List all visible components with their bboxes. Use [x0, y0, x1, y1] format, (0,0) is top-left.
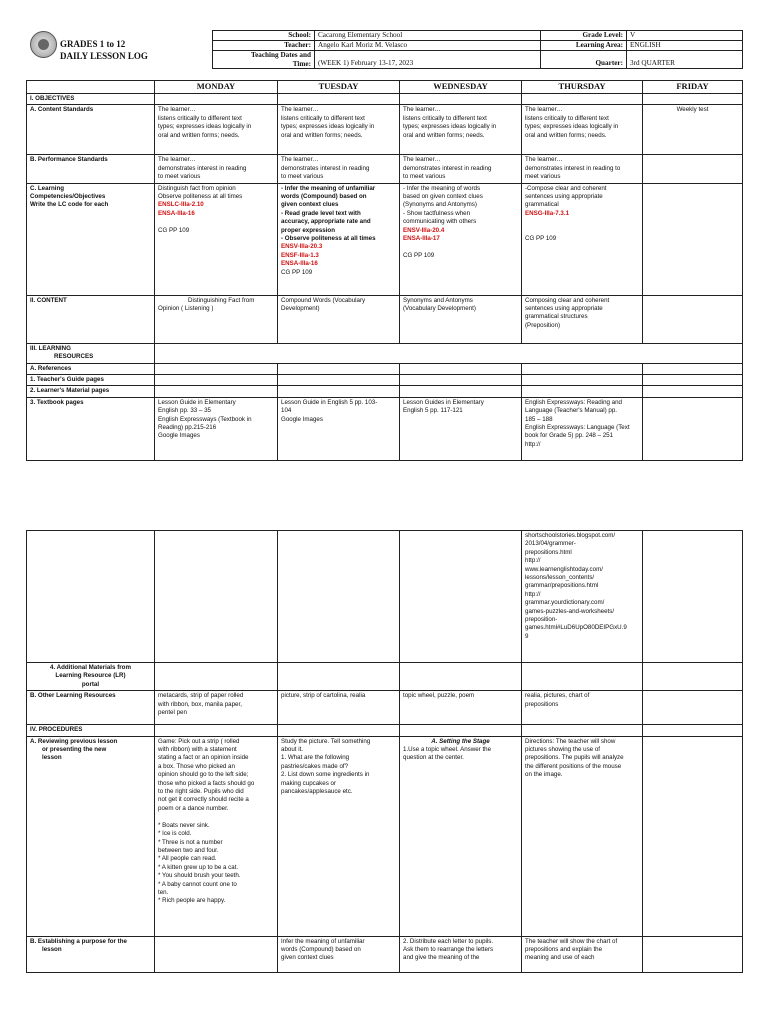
reviewing-monday: Game: Pick out a strip ( rolled with ribbon) with a statement stating a fact or an opinion inside a box. Those who picked an opinion should go to the left side; those who picked a facts should go to the right side. Pupils who did not get it correctly should recite a poem or a dance number. * Boats never sink. * Ice is cold. * Three is not a number between two and four. * All people can read. * A kitten grew up to be a cat. * You should brush your teeth. * A baby cannot count one to ten. * Rich people are happy. — [155, 736, 278, 936]
lesson-log-table — [26, 80, 743, 461]
other-resources-wednesday: topic wheel, puzzle, poem — [400, 691, 522, 725]
teachers-guide-label: 1. Teacher's Guide pages — [27, 375, 155, 386]
content-standards-label: A. Content Standards — [27, 105, 155, 155]
other-resources-monday: metacards, strip of paper rolled with ribbon, box, manila paper, pentel pen — [155, 691, 278, 725]
references-label: A. References — [27, 363, 155, 374]
objectives-heading: I. OBJECTIVES — [27, 94, 155, 105]
link-line: grammar/prepositions.html — [525, 582, 599, 590]
textbook-monday: Lesson Guide in Elementary English pp. 33 – 35 English Expressways (Textbook in Reading) pp.215-216 Google Images — [155, 397, 278, 460]
lc-code: ENSA-IIIa-17 — [403, 235, 440, 243]
learning-resources-label: III. LEARNING RESOURCES — [27, 343, 155, 363]
establishing-purpose-label: B. Establishing a purpose for the lesson — [27, 936, 155, 972]
textbook-tuesday: Lesson Guide in English 5 pp. 103- 104 Google Images — [278, 397, 400, 460]
competencies-label: C. Learning Competencies/Objectives Write the LC code for each — [27, 183, 155, 295]
lesson-log-table-continued — [26, 530, 743, 973]
competencies-tuesday: - Infer the meaning of unfamiliar words (Compound) based on given context clues - Read grade level text with accuracy, appropriate rate and proper expression - Observe politeness at all times ENSV-IIIa-20.3 ENSF-IIIa-1.3 ENSA-IIIa-16 CG PP 109 — [278, 183, 400, 295]
reviewing-lesson-label: A. Reviewing previous lesson or presenting the new lesson — [27, 736, 155, 936]
teacher-value: Angelo Karl Moriz M. Velasco — [315, 41, 541, 51]
content-standards-thursday: The learner… listens critically to different text types; expresses ideas logically in oral and written forms; needs. — [522, 105, 643, 155]
link-line: lessons/lesson_contents/ — [525, 574, 595, 582]
lc-code: ENSF-IIIa-1.3 — [281, 251, 319, 259]
link-line: grammar.yourdictionary.com/ — [525, 599, 605, 607]
other-resources-thursday: realia, pictures, chart of prepositions — [522, 691, 643, 725]
grade-level-value: V — [627, 31, 743, 41]
content-wednesday: Synonyms and Antonyms (Vocabulary Development) — [400, 295, 522, 343]
lc-code: ENSA-IIIa-16 — [158, 209, 195, 217]
learning-area-label: Learning Area: — [541, 41, 627, 51]
performance-standards-thursday: The learner… demonstrates interest in reading to meet various — [522, 155, 643, 183]
lc-code: ENSA-IIIa-16 — [281, 260, 318, 268]
reviewing-thursday: Directions: The teacher will show pictures showing the use of prepositions. The pupils will analyze the different positions of the mouse on the image. — [522, 736, 643, 936]
link-line: preposition- — [525, 616, 558, 624]
seal-center — [38, 39, 49, 50]
other-resources-label: B. Other Learning Resources — [27, 691, 155, 725]
setting-the-stage-heading: A. Setting the Stage — [431, 737, 490, 745]
establishing-thursday: The teacher will show the chart of prepositions and explain the meaning and use of each — [522, 936, 643, 972]
textbook-label: 3. Textbook pages — [27, 397, 155, 460]
other-resources-tuesday: picture, strip of cartolina, realia — [278, 691, 400, 725]
lc-code: ENSV-IIIa-20.3 — [281, 243, 323, 251]
content-standards-monday: The learner… listens critically to different text types; expresses ideas logically in oral and written forms; needs. — [155, 105, 278, 155]
lc-code: ENSV-IIIa-20.4 — [403, 226, 445, 234]
thursday-reference-links — [522, 531, 643, 663]
competencies-thursday: -Compose clear and coherent sentences using appropriate grammatical ENSG-IIIa-7.3.1 CG PP 109 — [522, 183, 643, 295]
day-header-wednesday: WEDNESDAY — [400, 81, 522, 94]
school-label: School: — [213, 31, 315, 41]
link-line: http:// — [525, 557, 541, 565]
competencies-wednesday: - Infer the meaning of words based on given context clues (Synonyms and Antonyms) - Show tactfulness when communicating with others ENSV-IIIa-20.4 ENSA-IIIa-17 CG PP 109 — [400, 183, 522, 295]
learners-material-label: 2. Learner's Material pages — [27, 386, 155, 397]
establishing-wednesday: 2. Distribute each letter to pupils. Ask them to rearrange the letters and give the meaning of the — [400, 936, 522, 972]
quarter-label: Quarter: — [541, 51, 627, 69]
establishing-tuesday: Infer the meaning of unfamiliar words (Compound) based on given context clues — [278, 936, 400, 972]
day-header-friday: FRIDAY — [643, 81, 743, 94]
content-tuesday: Compound Words (Vocabulary Development) — [278, 295, 400, 343]
competencies-monday: Distinguish fact from opinion Observe politeness at all times ENSLC-IIIa-2.10 ENSA-IIIa-16 CG PP 109 — [155, 183, 278, 295]
day-header-thursday: THURSDAY — [522, 81, 643, 94]
performance-standards-label: B. Performance Standards — [27, 155, 155, 183]
teacher-label: Teacher: — [213, 41, 315, 51]
reviewing-tuesday: Study the picture. Tell something about it. 1. What are the following pastries/cakes made of? 2. List down some ingredients in making cupcakes or pancakes/applesauce etc. — [278, 736, 400, 936]
teaching-dates-value: (WEEK 1) February 13-17, 2023 — [315, 51, 541, 69]
link-line: 2013/04/grammer- — [525, 540, 576, 548]
header-info-table — [212, 30, 743, 69]
link-line: 9 — [525, 632, 529, 640]
textbook-wednesday: Lesson Guides in Elementary English 5 pp. 117-121 — [400, 397, 522, 460]
content-standards-wednesday: The learner… listens critically to different text types; expresses ideas logically in oral and written forms; needs. — [400, 105, 522, 155]
content-monday: Distinguishing Fact from Opinion ( Listening ) — [155, 295, 278, 343]
procedures-heading: IV. PROCEDURES — [27, 725, 155, 736]
corner-cell — [27, 81, 155, 94]
textbook-thursday: English Expressways: Reading and Language (Teacher's Manual) pp. 185 – 188 English Expressways: Language (Text book for Grade 5) pp. 248 – 251 http:// — [522, 397, 643, 460]
performance-standards-monday: The learner… demonstrates interest in reading to meet various — [155, 155, 278, 183]
link-line: www.learnenglishtoday.com/ — [525, 565, 603, 573]
reviewing-wednesday: A. Setting the Stage 1.Use a topic wheel. Answer the question at the center. — [400, 736, 522, 936]
performance-standards-wednesday: The learner… demonstrates interest in reading to meet various — [400, 155, 522, 183]
friday-weekly-test: Weekly test — [643, 105, 743, 155]
form-title-line1: GRADES 1 to 12 — [60, 39, 126, 49]
day-header-tuesday: TUESDAY — [278, 81, 400, 94]
performance-standards-tuesday: The learner… demonstrates interest in reading to meet various — [278, 155, 400, 183]
link-line: shortschoolstories.blogspot.com/ — [525, 532, 616, 539]
teaching-dates-label: Teaching Dates and Time: — [213, 51, 315, 69]
link-line: prepositions.html — [525, 548, 572, 556]
grade-level-label: Grade Level: — [541, 31, 627, 41]
form-title-line2: DAILY LESSON LOG — [60, 51, 148, 61]
deped-seal-logo — [30, 31, 57, 58]
link-line: http:// — [525, 590, 541, 598]
additional-materials-label: 4. Additional Materials from Learning Resource (LR) portal — [27, 663, 155, 691]
content-thursday: Composing clear and coherent sentences using appropriate grammatical structures (Preposition) — [522, 295, 643, 343]
quarter-value: 3rd QUARTER — [627, 51, 743, 69]
learning-area-value: ENGLISH — [627, 41, 743, 51]
lc-code: ENSLC-IIIa-2.10 — [158, 201, 204, 209]
link-line: games.html#LuD6UpO80DEIPGxU.9 — [525, 624, 627, 632]
link-line: games-puzzles-and-worksheets/ — [525, 607, 615, 615]
day-header-monday: MONDAY — [155, 81, 278, 94]
school-value: Cacarong Elementary School — [315, 31, 541, 41]
content-standards-tuesday: The learner… listens critically to different text types; expresses ideas logically in oral and written forms; needs. — [278, 105, 400, 155]
lc-code: ENSG-IIIa-7.3.1 — [525, 209, 570, 217]
content-label: II. CONTENT — [27, 295, 155, 343]
